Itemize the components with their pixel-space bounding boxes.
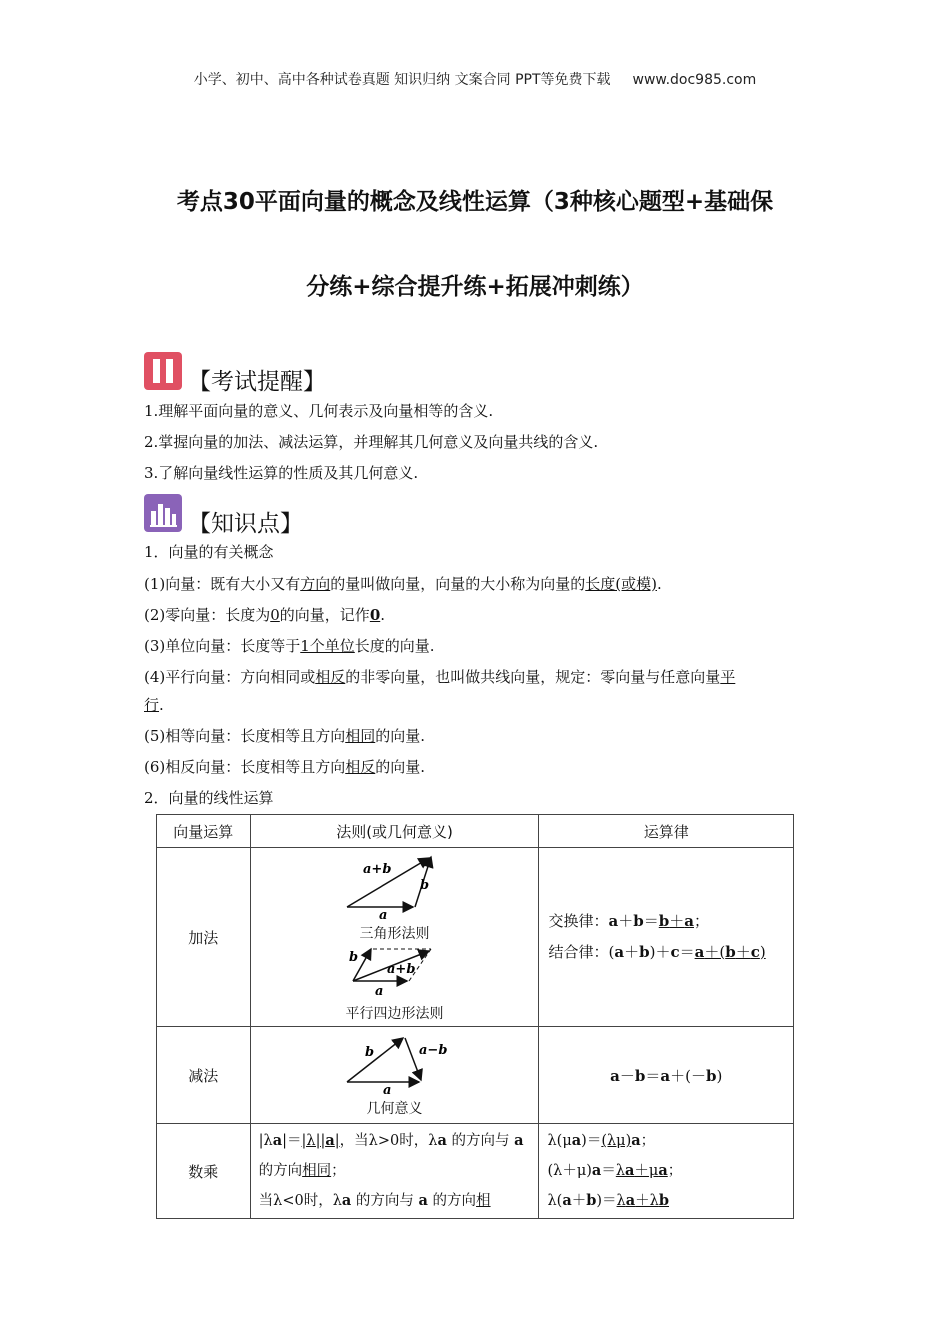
- mul-laws-cell: [539, 1124, 794, 1219]
- add-rule-cell: [250, 848, 539, 1027]
- mul-law-3: λ(a＋b)＝λa＋λb: [547, 1192, 669, 1209]
- pause-bars-icon: [144, 352, 182, 390]
- op-name: 数乘: [157, 1124, 251, 1219]
- table-header: 法则(或几何意义): [250, 815, 539, 848]
- table-header: 运算律: [539, 815, 794, 848]
- mul-rule-line1: |λa|＝|λ||a|，当λ>0时，λa 的方向与 a: [258, 1132, 524, 1149]
- bar-chart-icon: [144, 494, 182, 532]
- sub-law-cell: a－b＝a＋(－b): [539, 1027, 794, 1124]
- op-name: 加法: [157, 848, 251, 1027]
- title-line-1: 考点30平面向量的概念及线性运算（3种核心题型+基础保: [176, 189, 774, 215]
- concept-heading: 1．向量的有关概念: [144, 543, 274, 561]
- header-text: 小学、初中、高中各种试卷真题 知识归纳 文案合同 PPT等免费下载: [193, 72, 611, 88]
- concept-parallel-vector-cont: 行.: [144, 696, 164, 714]
- svg-text:a: a: [382, 1083, 391, 1094]
- concept-opposite-vector: (6)相反向量：长度相等且方向相反的向量.: [144, 758, 426, 776]
- parallelogram-rule-diagram: [335, 943, 455, 999]
- subtraction-diagram: [335, 1032, 455, 1094]
- tip-item: 3.了解向量线性运算的性质及其几何意义.: [144, 464, 419, 482]
- table-row-mul: [157, 1124, 794, 1219]
- mul-law-1: λ(μa)＝(λμ)a；: [547, 1132, 656, 1149]
- parallelogram-rule-caption: 平行四边形法则: [345, 1006, 444, 1022]
- svg-text:b: b: [348, 950, 358, 965]
- svg-text:a: a: [378, 908, 387, 919]
- op-name: 减法: [157, 1027, 251, 1124]
- triangle-rule-diagram: [335, 851, 455, 919]
- section-title: 【考试提醒】: [188, 369, 326, 395]
- concept-equal-vector: (5)相等向量：长度相等且方向相同的向量.: [144, 727, 426, 745]
- table-row-add: [157, 848, 794, 1027]
- svg-text:b: b: [419, 878, 429, 893]
- subtraction-caption: 几何意义: [366, 1101, 423, 1117]
- concept-vector: (1)向量：既有大小又有方向的量叫做向量，向量的大小称为向量的长度(或模).: [144, 575, 662, 593]
- mul-rule-cell: [250, 1124, 539, 1219]
- add-laws-cell: [539, 848, 794, 1027]
- triangle-rule-caption: 三角形法则: [359, 926, 430, 942]
- table-header-row: [157, 815, 794, 848]
- concept-unit-vector: (3)单位向量：长度等于1个单位长度的向量.: [144, 637, 435, 655]
- associative-law: 结合律：(a＋b)＋c＝a＋(b＋c): [548, 943, 766, 961]
- svg-text:b: b: [364, 1045, 374, 1060]
- mul-rule-line2: 的方向相同；: [258, 1163, 346, 1179]
- svg-text:a: a: [374, 984, 383, 999]
- sub-rule-cell: [250, 1027, 539, 1124]
- concept-zero-vector: (2)零向量：长度为0的向量，记作0.: [144, 606, 386, 624]
- svg-text:a−b: a−b: [418, 1043, 447, 1058]
- title-line-2: 分练+综合提升练+拓展冲刺练）: [306, 274, 644, 300]
- mul-rule-line3: 当λ<0时，λa 的方向与 a 的方向相: [258, 1192, 491, 1209]
- section-title: 【知识点】: [188, 511, 303, 537]
- table-row-sub: [157, 1027, 794, 1124]
- commutative-law: 交换律：a＋b＝b＋a；: [548, 912, 710, 930]
- mul-law-2: (λ＋μ)a＝λa＋μa；: [547, 1162, 683, 1179]
- page-header: [0, 69, 950, 89]
- tip-item: 1.理解平面向量的意义、几何表示及向量相等的含义.: [144, 402, 494, 420]
- concept-parallel-vector: (4)平行向量：方向相同或相反的非零向量，也叫做共线向量，规定：零向量与任意向量平: [144, 668, 736, 686]
- linear-ops-table: [156, 814, 794, 1219]
- svg-text:a+b: a+b: [362, 862, 391, 877]
- tip-item: 2.掌握向量的加法、减法运算，并理解其几何意义及向量共线的含义.: [144, 433, 599, 451]
- linear-heading: 2．向量的线性运算: [144, 789, 274, 807]
- svg-text:a+b: a+b: [386, 962, 415, 977]
- table-header: 向量运算: [157, 815, 251, 848]
- header-site: www.doc985.com: [632, 72, 757, 88]
